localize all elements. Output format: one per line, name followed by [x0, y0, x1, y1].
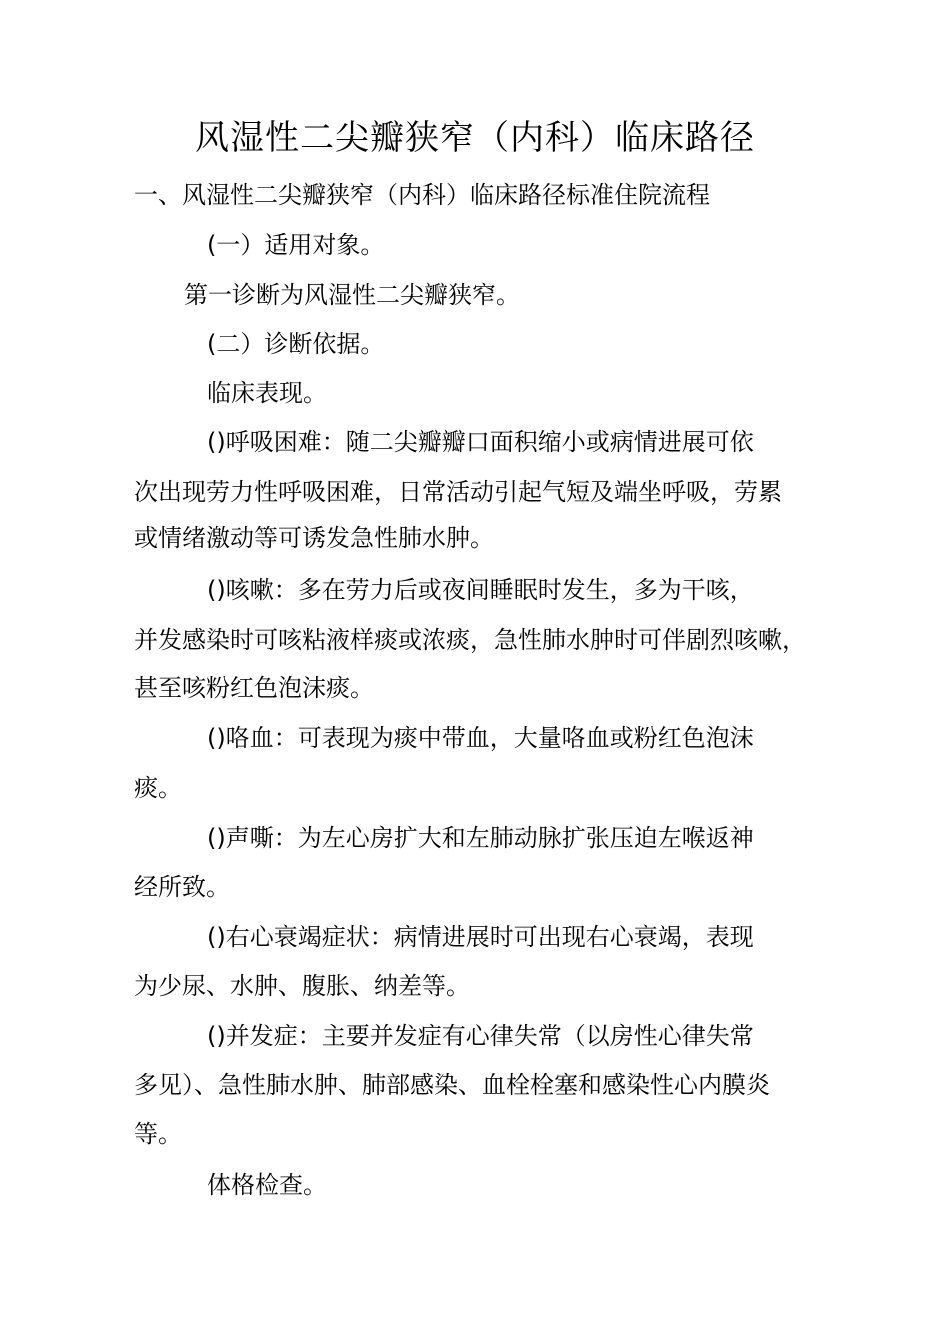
item-complications-line-1: ()并发症：主要并发症有心律失常（以房性心律失常 [207, 1022, 754, 1050]
clinical-manifestation-label: 临床表现。 [207, 379, 327, 407]
section-heading: 一、风湿性二尖瓣狭窄（内科）临床路径标准住院流程 [134, 181, 710, 209]
subsection-applicable-target: (一）适用对象。 [207, 231, 385, 259]
item-hoarseness-line-1: ()声嘶：为左心房扩大和左肺动脉扩张压迫左喉返神 [207, 824, 754, 852]
item-cough-line-3: 甚至咳粉红色泡沫痰。 [134, 674, 374, 702]
physical-exam-label: 体格检查。 [207, 1171, 327, 1199]
item-right-heart-failure-line-2: 为少尿、水肿、腹胀、纳差等。 [134, 972, 470, 1000]
item-complications-line-3: 等。 [134, 1120, 182, 1148]
item-cough-line-1: ()咳嗽：多在劳力后或夜间睡眠时发生，多为干咳， [207, 576, 754, 604]
item-hemoptysis-line-1: ()咯血：可表现为痰中带血，大量咯血或粉红色泡沫 [207, 724, 754, 752]
item-dyspnea-line-2: 次出现劳力性呼吸困难，日常活动引起气短及端坐呼吸，劳累 [134, 478, 782, 506]
item-complications-line-2: 多见）、急性肺水肿、肺部感染、血栓栓塞和感染性心内膜炎 [134, 1071, 770, 1099]
subsection-diagnosis-basis: (二）诊断依据。 [207, 330, 385, 358]
item-right-heart-failure-line-1: ()右心衰竭症状：病情进展时可出现右心衰竭，表现 [207, 923, 754, 951]
item-dyspnea-line-1: ()呼吸困难：随二尖瓣瓣口面积缩小或病情进展可依 [207, 428, 754, 456]
document-title: 风湿性二尖瓣狭窄（内科）临床路径 [195, 118, 755, 158]
item-hemoptysis-line-2: 痰。 [134, 774, 182, 802]
item-hoarseness-line-2: 经所致。 [134, 873, 230, 901]
first-diagnosis-text: 第一诊断为风湿性二尖瓣狭窄。 [184, 281, 520, 309]
item-dyspnea-line-3: 或情绪激动等可诱发急性肺水肿。 [134, 524, 494, 552]
item-cough-line-2: 并发感染时可咳粘液样痰或浓痰，急性肺水肿时可伴剧烈咳嗽， [134, 626, 806, 654]
